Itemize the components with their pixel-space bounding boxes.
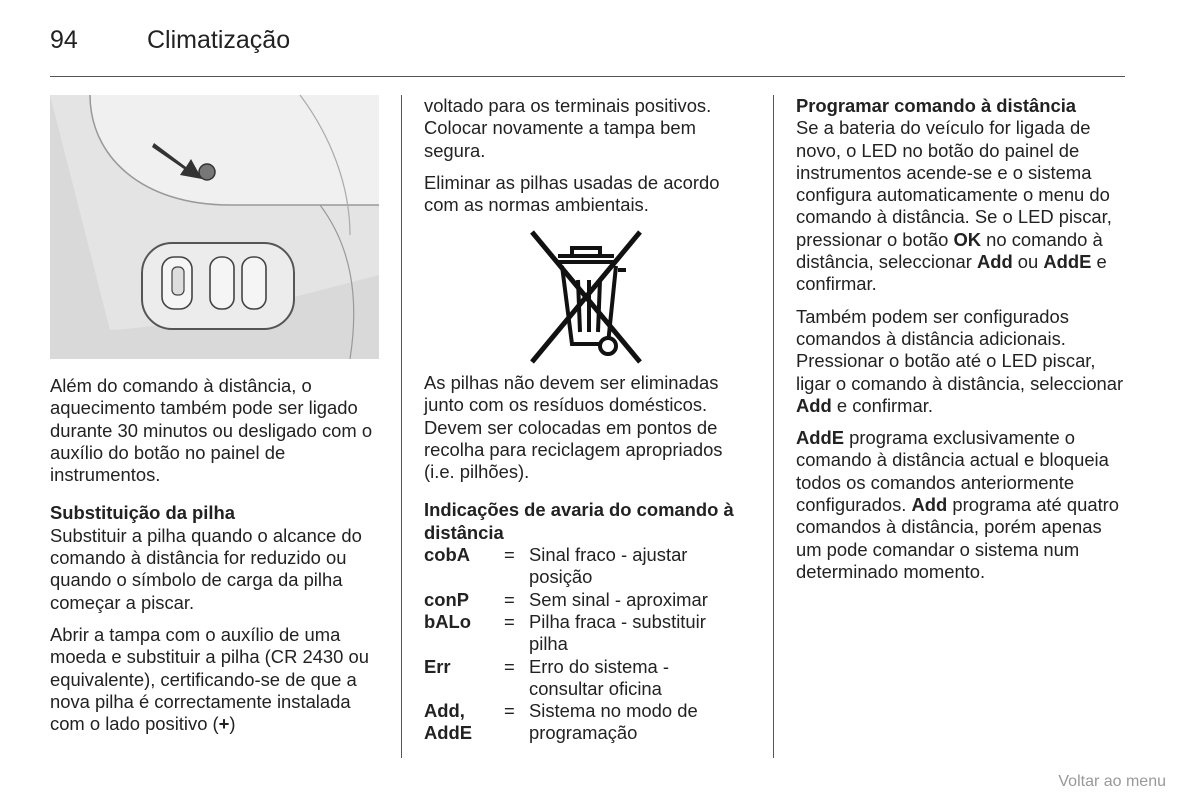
fault-code: bALo	[424, 610, 471, 632]
adde-explanation: programa exclusivamente o comando à distância actual e bloqueia todos os comandos anteriormente configurados.	[796, 427, 1109, 516]
household-waste-paragraph: As pilhas não devem ser eliminadas junto com os resíduos domésticos. Devem ser colocadas em pontos de recolha para reciclagem apropriados (i.e. pilhões).	[424, 372, 723, 483]
column-divider-2	[773, 95, 774, 758]
fault-indications-heading: Indicações de avaria do comando à distância	[424, 499, 734, 543]
battery-replacement-heading: Substituição da pilha	[50, 502, 235, 524]
fault-code-equals: =	[504, 610, 515, 632]
column-3	[796, 95, 1126, 593]
plus-symbol: +	[218, 713, 230, 735]
programming-text-d: e confirmar.	[796, 251, 1107, 295]
fault-code-description: Sinal fraco - ajustar posição	[529, 544, 688, 588]
header-divider	[50, 76, 1125, 77]
programming-text-b: no comando à distância, seleccionar	[796, 228, 1103, 273]
battery-cover-paragraph	[50, 624, 380, 735]
column-2-lower	[424, 372, 754, 745]
intro-paragraph: Além do comando à distância, o aquecimento também pode ser ligado durante 30 minutos ou desligado com o auxílio do botão no painel de instrumentos.	[50, 375, 373, 486]
add-label-3: Add	[911, 494, 948, 516]
ok-button-label: OK	[953, 228, 982, 250]
programming-text-a: Se a bateria do veículo for ligada de novo, o LED no botão do painel de instrumentos acende-se e o sistema configura automaticamente o menu do comando à distância. Se o LED piscar, pressionar o botão	[796, 117, 1112, 250]
programming-heading: Programar comando à distância	[796, 95, 1077, 116]
programming-text-c: ou	[1012, 251, 1044, 273]
fault-code: Err	[424, 655, 451, 677]
fault-code-description: Sistema no modo de programação	[529, 700, 698, 744]
programming-paragraph-3	[796, 427, 1126, 583]
page-title: Climatização	[147, 26, 291, 54]
battery-cover-text-end: )	[229, 713, 236, 735]
adde-label: AddE	[1043, 251, 1092, 273]
add-label: Add	[976, 251, 1013, 273]
battery-cover-text: Abrir a tampa com o auxílio de uma moeda e substituir a pilha (CR 2430 ou equivalente), certificando-se de que a nova pilha é correctamente instalada com o lado positivo (	[50, 623, 369, 735]
column-divider-1	[401, 95, 402, 758]
fault-code-description: Pilha fraca - substituir pilha	[529, 610, 706, 655]
add-explanation: programa até quatro comandos à distância, porém apenas um pode comandar o sistema num determinado momento.	[796, 494, 1120, 582]
additional-remotes-text-end: e confirmar.	[831, 394, 933, 416]
fault-codes-list	[424, 544, 754, 745]
fault-code: conP	[424, 588, 469, 610]
back-to-menu-link[interactable]: Voltar ao menu	[1058, 773, 1166, 790]
fault-code: Add, AddE	[424, 700, 473, 744]
programming-paragraph-2	[796, 306, 1126, 417]
fault-code-description: Erro do sistema - consultar oficina	[529, 655, 670, 699]
additional-remotes-text: Também podem ser configurados comandos à distância adicionais. Pressionar o botão até o LED piscar, ligar o comando à distância, seleccionar	[796, 305, 1124, 394]
fault-code-equals: =	[504, 588, 515, 610]
adde-label-2: AddE	[796, 427, 845, 449]
fault-code: cobA	[424, 544, 470, 566]
disposal-paragraph: Eliminar as pilhas usadas de acordo com as normas ambientais.	[424, 171, 720, 216]
programming-paragraph-1	[796, 117, 1126, 295]
fault-code-description: Sem sinal - aproximar	[529, 588, 708, 610]
page-number: 94	[50, 26, 78, 54]
remote-control-panel-illustration	[50, 95, 379, 359]
column-2	[424, 95, 754, 226]
add-label-2: Add	[796, 394, 832, 416]
crossed-out-wheelie-bin-icon	[522, 226, 650, 368]
fault-code-equals: =	[504, 655, 515, 677]
terminals-paragraph: voltado para os terminais positivos. Colocar novamente a tampa bem segura.	[424, 95, 712, 161]
fault-code-equals: =	[504, 544, 515, 566]
column-1	[50, 375, 380, 745]
fault-code-equals: =	[504, 700, 515, 722]
battery-replacement-paragraph: Substituir a pilha quando o alcance do comando à distância for reduzido ou quando o símbolo de carga da pilha começar a piscar.	[50, 524, 362, 613]
